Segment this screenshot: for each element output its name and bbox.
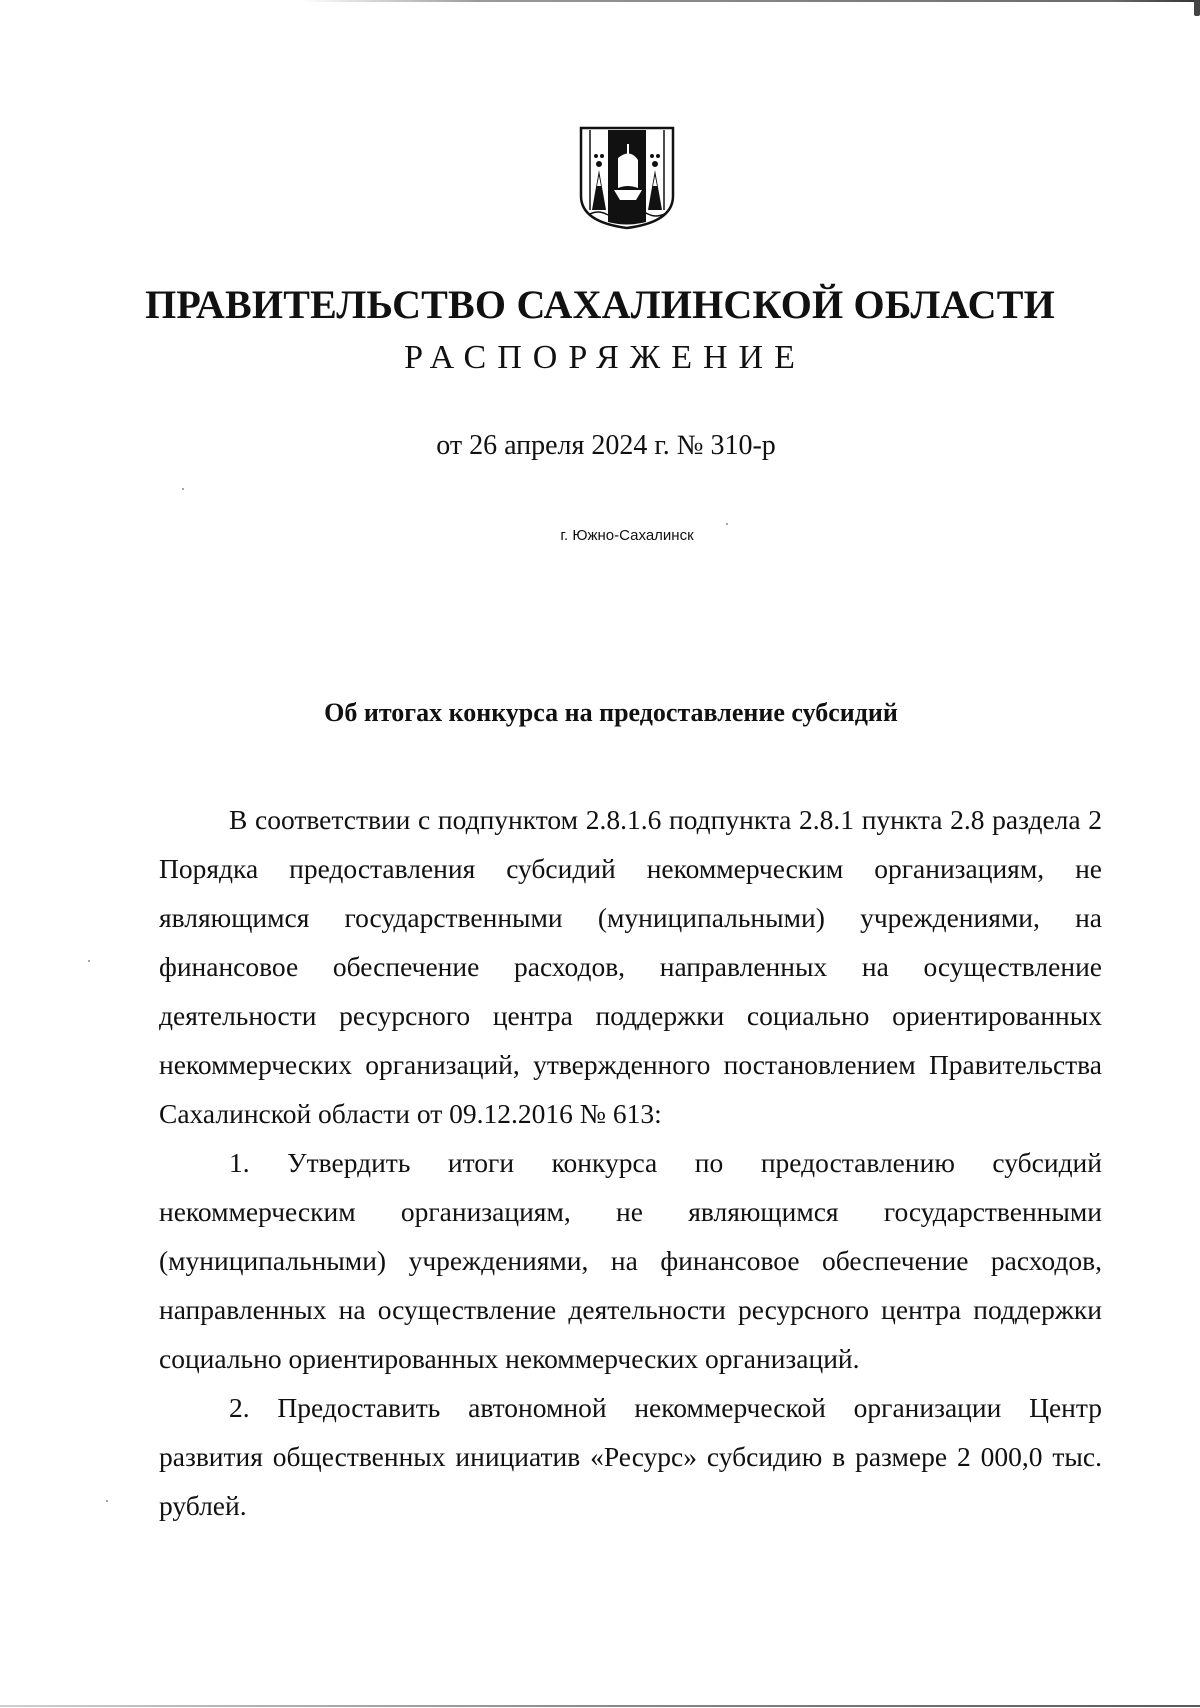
body-paragraph-item-1: 1. Утвердить итоги конкурса по предоставлению субсидий некоммерческим организациям, не являющимся государственными (муниципальными) учреждениями, на финансовое обеспечение расходов, направленных на осуществление деятельности ресурсного центра поддержки социально ориентированных некоммерческих организаций.: [159, 1147, 1102, 1374]
document-body: [159, 795, 1102, 1530]
document-date-number: от 26 апреля 2024 г. № 310-р: [436, 430, 776, 461]
scan-speck: [106, 1500, 108, 1502]
document-type: РАСПОРЯЖЕНИЕ: [404, 339, 806, 376]
document-title: Об итогах конкурса на предоставление субсидий: [324, 698, 898, 727]
document-city: г. Южно-Сахалинск: [560, 527, 694, 544]
scan-speck: [726, 523, 728, 525]
body-paragraph-preamble: В соответствии с подпунктом 2.8.1.6 подпункта 2.8.1 пункта 2.8 раздела 2 Порядка предоставления субсидий некоммерческим организациям, не являющимся государственными (муниципальными) учреждениями, на финансовое обеспечение расходов, направленных на осуществление деятельности ресурсного центра поддержки социально ориентированных некоммерческих организаций, утвержденного постановлением Правительства Сахалинской области от 09.12.2016 № 613:: [159, 804, 1102, 1129]
scan-speck: [88, 960, 90, 962]
scan-edge-top: [300, 0, 1200, 2]
scan-mark: [1194, 0, 1200, 16]
body-paragraph-item-2: 2. Предоставить автономной некоммерческой организации Центр развития общественных инициатив «Ресурс» субсидию в размере 2 000,0 тыс. рублей.: [159, 1392, 1102, 1521]
coat-of-arms-icon: [578, 126, 676, 230]
government-name: ПРАВИТЕЛЬСТВО САХАЛИНСКОЙ ОБЛАСТИ: [145, 282, 1055, 327]
scan-edge-bottom: [0, 1705, 1200, 1707]
scan-speck: [182, 488, 184, 490]
